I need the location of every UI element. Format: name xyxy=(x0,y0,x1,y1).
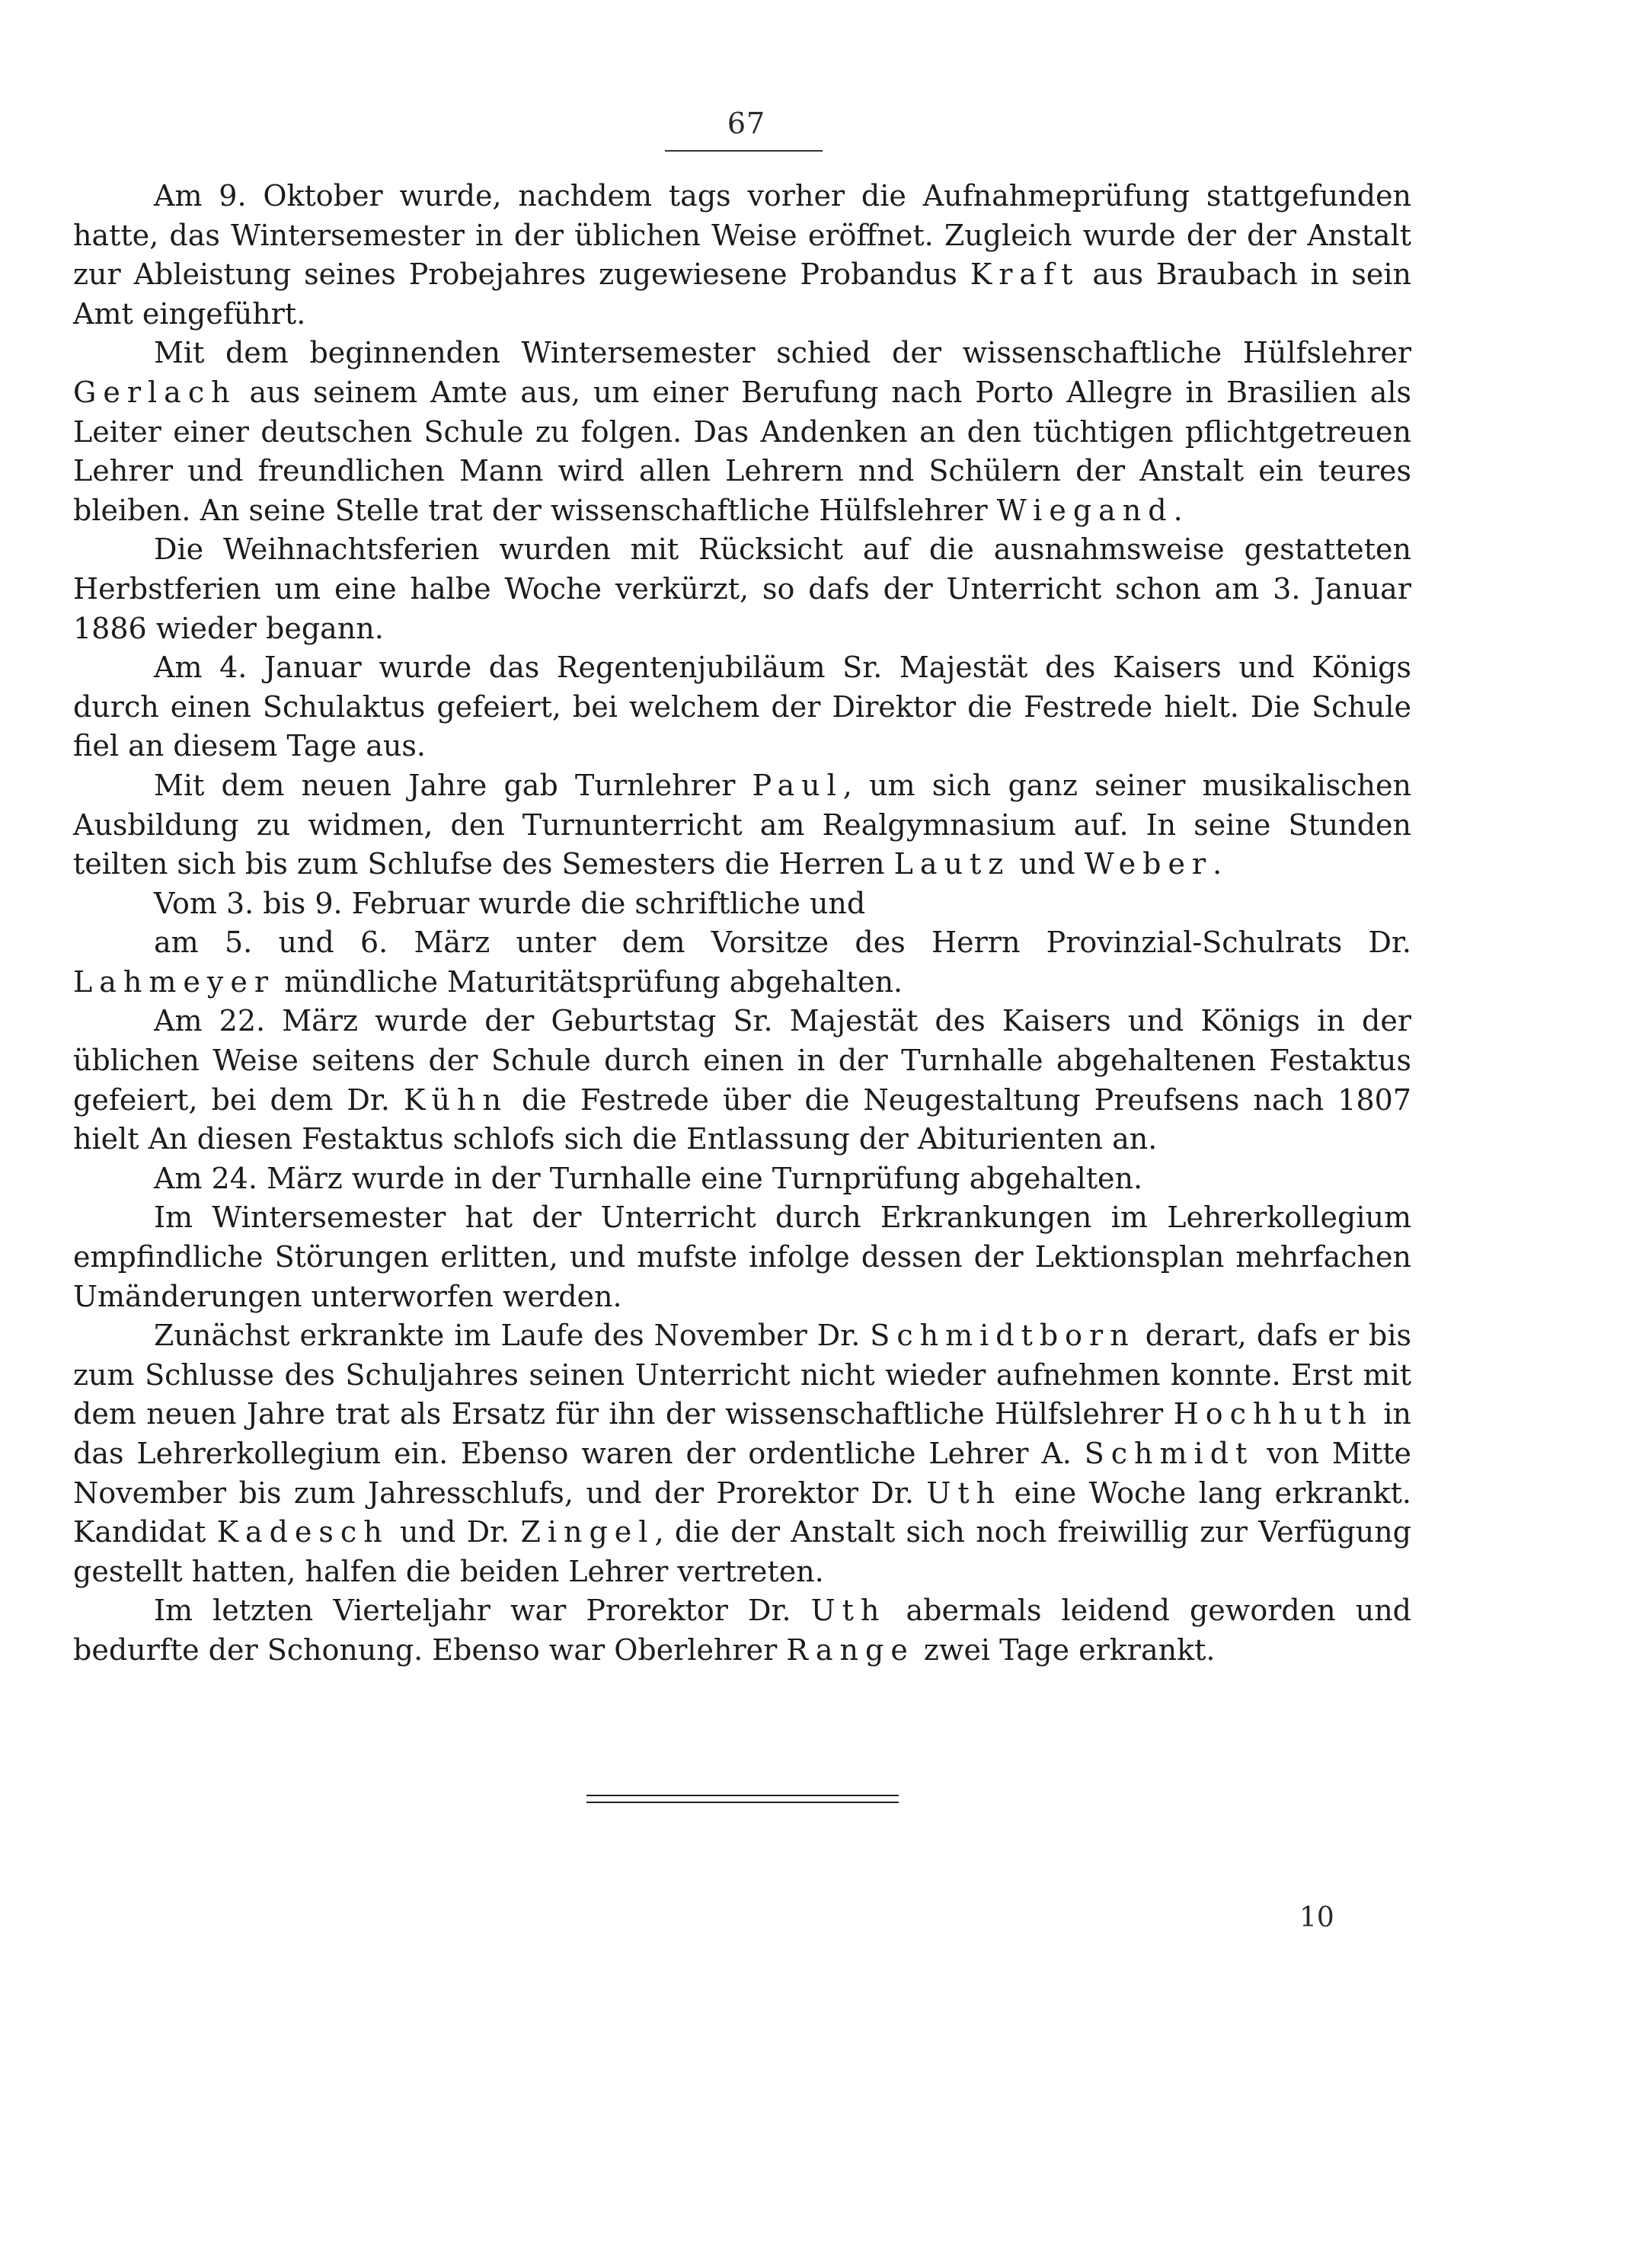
text-run: . xyxy=(1213,847,1222,881)
paragraph xyxy=(73,1159,1411,1199)
paragraph xyxy=(73,923,1411,1002)
text-run: eine Woche lang erkrankt. Kandidat xyxy=(73,1476,1412,1549)
text-run: Mit dem beginnenden Wintersemester schied der wissenschaftliche Hülfslehrer xyxy=(154,336,1411,370)
text-run: , die der Anstalt sich noch freiwillig zur Verfügung gestellt hatten, halfen die beiden Lehrer vertreten. xyxy=(73,1515,1411,1588)
header-rule xyxy=(665,150,823,152)
text-run: und xyxy=(1010,847,1085,881)
text-run: Im Wintersemester hat der Unterricht durch Erkrankungen im Lehrerkollegium empfindliche Störungen erlitten, und mufste infolge dessen der Lektionsplan mehrfachen Umänderungen unterworfen werden. xyxy=(73,1201,1411,1313)
spaced-name: Uth xyxy=(810,1594,887,1628)
paragraph xyxy=(73,766,1411,884)
signature-mark: 10 xyxy=(1299,1902,1334,1933)
spaced-name: Range xyxy=(786,1632,915,1667)
spaced-name: Kadesch xyxy=(216,1515,389,1549)
text-run: Die Weihnachtsferien wurden mit Rücksicht auf die ausnahmsweise gestatteten Herbstferien um eine halbe Woche verkürzt, so dafs der Unterricht schon am 3. Januar 1886 wieder begann. xyxy=(73,532,1411,645)
closing-double-rule xyxy=(586,1795,899,1803)
spaced-name: Uth xyxy=(926,1476,1002,1510)
spaced-name: Paul xyxy=(752,768,843,802)
spaced-name: Kühn xyxy=(403,1082,508,1117)
spaced-name: Lautz xyxy=(893,847,1011,881)
text-run: derart, dafs er bis zum Schlusse des Schuljahres seinen Unterricht nicht wieder aufnehmen konnte. Erst mit dem neuen Jahre trat als Ersatz für ihn der wissenschaftliche Hülfslehrer xyxy=(73,1319,1411,1431)
text-run: Mit dem neuen Jahre gab Turnlehrer xyxy=(154,768,753,802)
text-run: Am 24. März wurde in der Turnhalle eine Turnprüfung abgehalten. xyxy=(154,1161,1143,1195)
text-run: aus seinem Amte aus, um einer Berufung nach Porto Allegre in Brasilien als Leiter einer deutschen Schule zu folgen. Das Andenken an den tüchtigen pflichtgetreuen Lehrer und freundlichen Mann wird allen Lehrern nnd Schülern der Anstalt ein teures bleiben. An seine Stelle trat der wissenschaftliche Hülfslehrer xyxy=(73,375,1411,527)
text-run: von Mitte November bis zum Jahresschlufs, und der Prorektor Dr. xyxy=(73,1437,1411,1510)
text-run: Am 4. Januar wurde das Regentenjubiläum Sr. Majestät des Kaisers und Königs durch einen Schulaktus gefeiert, bei welchem der Direktor die Festrede hielt. Die Schule fiel an diesem Tage aus. xyxy=(73,651,1411,763)
paragraph xyxy=(73,334,1411,530)
paragraph xyxy=(73,1198,1411,1316)
spaced-name: Schmidtborn xyxy=(870,1319,1136,1353)
page-number: 67 xyxy=(727,107,766,140)
paragraph xyxy=(73,530,1411,648)
text-run: Vom 3. bis 9. Februar wurde die schriftliche und xyxy=(154,886,866,920)
text-run: aus Braubach in sein Amt eingeführt. xyxy=(73,257,1411,331)
spaced-name: Zingel xyxy=(520,1515,655,1549)
text-run: Im letzten Vierteljahr war Prorektor Dr. xyxy=(154,1594,811,1628)
spaced-name: Hochhuth xyxy=(1173,1397,1374,1431)
spaced-name: Lahmeyer xyxy=(73,964,276,999)
paragraph xyxy=(73,648,1411,766)
text-run: mündliche Maturitätsprüfung abgehalten. xyxy=(275,964,903,999)
spaced-name: Wiegand xyxy=(996,493,1174,527)
spaced-name: Gerlach xyxy=(73,375,237,409)
paragraph xyxy=(73,884,1411,924)
text-run: . xyxy=(1173,493,1183,527)
text-run: Zunächst erkrankte im Laufe des November Dr. xyxy=(154,1319,871,1353)
text-run: , um sich ganz seiner musikalischen Ausbildung zu widmen, den Turnunterricht am Realgymnasium auf. In seine Stunden teilten sich bis zum Schlufse des Semesters die Herren xyxy=(73,768,1411,881)
text-run: am 5. und 6. März unter dem Vorsitze des Herrn Provinzial-Schulrats Dr. xyxy=(154,926,1411,960)
paragraph xyxy=(73,1002,1411,1159)
text-run: in das Lehrerkollegium ein. Ebenso waren der ordentliche Lehrer A. xyxy=(73,1397,1412,1470)
paragraph xyxy=(73,1316,1411,1591)
text-run: Am 22. März wurde der Geburtstag Sr. Majestät des Kaisers und Königs in der üblichen Weise seitens der Schule durch einen in der Turnhalle abgehaltenen Festaktus gefeiert, bei dem Dr. xyxy=(73,1004,1411,1117)
spaced-name: Kraft xyxy=(970,257,1080,292)
text-run: Am 9. Oktober wurde, nachdem tags vorher die Aufnahmeprüfung stattgefunden hatte, das Wintersemester in der üblichen Weise eröffnet. Zugleich wurde der der Anstalt zur Ableistung seines Probejahres zugewiesene Probandus xyxy=(73,179,1411,292)
text-run: zwei Tage erkrankt. xyxy=(914,1632,1216,1667)
paragraph xyxy=(73,177,1411,334)
paragraph xyxy=(73,1591,1411,1670)
text-run: die Festrede über die Neugestaltung Preufsens nach 1807 hielt An diesen Festaktus schlofs sich die Entlassung der Abiturienten an. xyxy=(73,1082,1411,1156)
body-text xyxy=(73,177,1411,1671)
spaced-name: Schmidt xyxy=(1084,1437,1254,1470)
spaced-name: Weber xyxy=(1084,847,1213,881)
text-run: und Dr. xyxy=(388,1515,521,1549)
text-run: abermals leidend geworden und bedurfte der Schonung. Ebenso war Oberlehrer xyxy=(73,1594,1411,1667)
